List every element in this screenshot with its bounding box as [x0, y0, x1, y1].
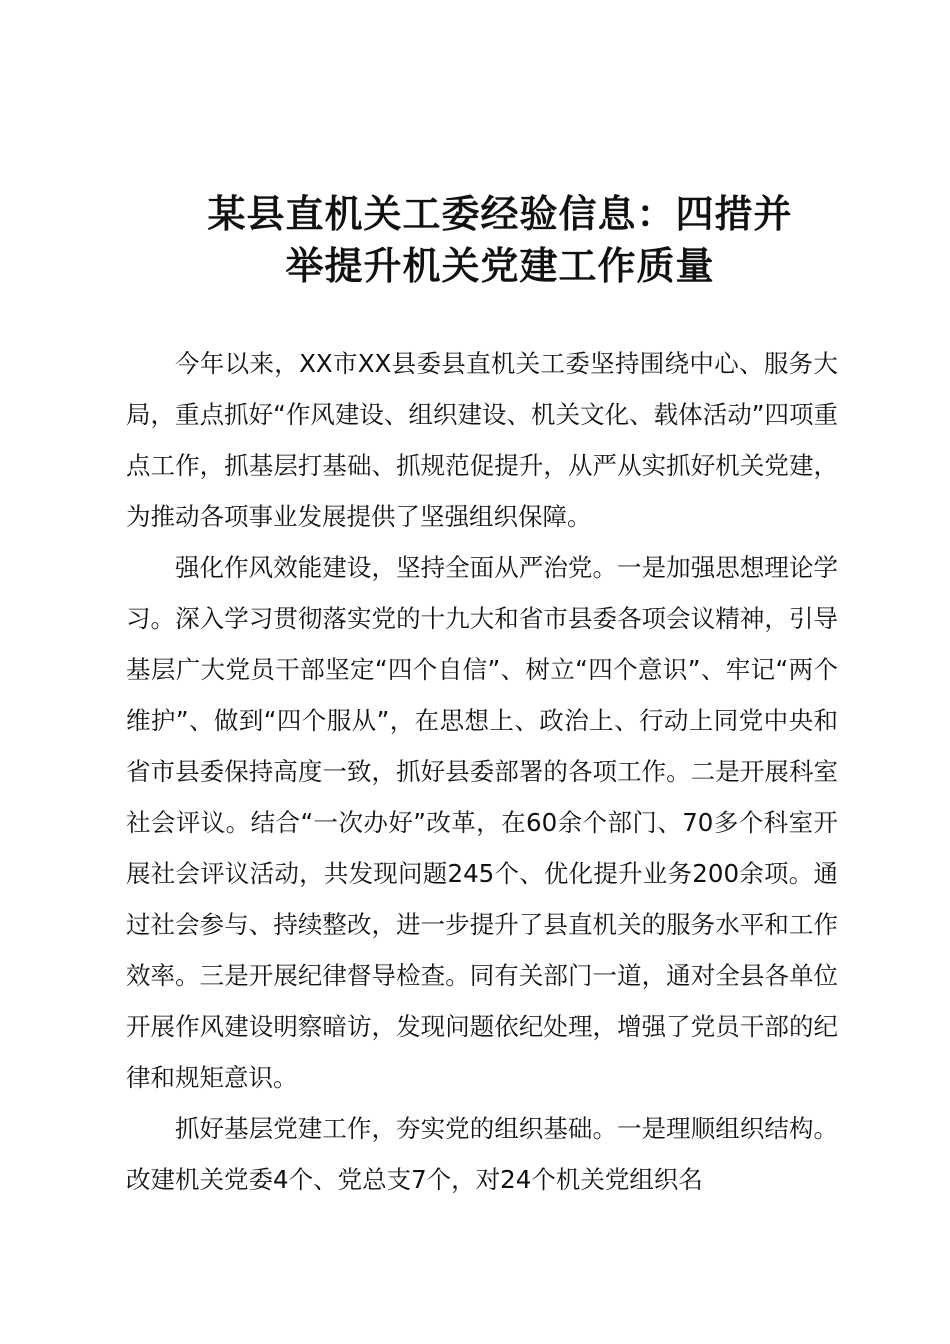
paragraph-work-style: 强化作风效能建设，坚持全面从严治党。一是加强思想理论学习。深入学习贯彻落实党的十九大和省市县委各项会议精神，引导基层广大党员干部坚定“四个自信”、树立“四个意识”、牢记“两个维护”、做到“四个服从”，在思想上、政治上、行动上同党中央和省市县委保持高度一致，抓好县委部署的各项工作。二是开展科室社会评议。结合“一次办好”改革，在60余个部门、70多个科室开展社会评议活动，共发现问题245个、优化提升业务200余项。通过社会参与、持续整改，进一步提升了县直机关的服务水平和工作效率。三是开展纪律督导检查。同有关部门一道，通对全县各单位开展作风建设明察暗访，发现问题依纪处理，增强了党员干部的纪律和规矩意识。 — [126, 553, 838, 1092]
paragraph-intro: 今年以来，XX市XX县委县直机关工委坚持围绕中心、服务大局，重点抓好“作风建设、组织建设、机关文化、载体活动”四项重点工作，抓基层打基础、抓规范促提升，从严从实抓好机关党建，为推动各项事业发展提供了坚强组织保障。 — [126, 349, 838, 531]
document-title — [170, 188, 830, 292]
paragraph-grassroots: 抓好基层党建工作，夯实党的组织基础。一是理顺组织结构。改建机关党委4个、党总支7个，对24个机关党组织名 — [126, 1114, 838, 1194]
document-body — [126, 338, 838, 1205]
title-line-2: 举提升机关党建工作质量 — [285, 244, 715, 288]
title-line-1: 某县直机关工委经验信息：四措并 — [207, 192, 793, 236]
